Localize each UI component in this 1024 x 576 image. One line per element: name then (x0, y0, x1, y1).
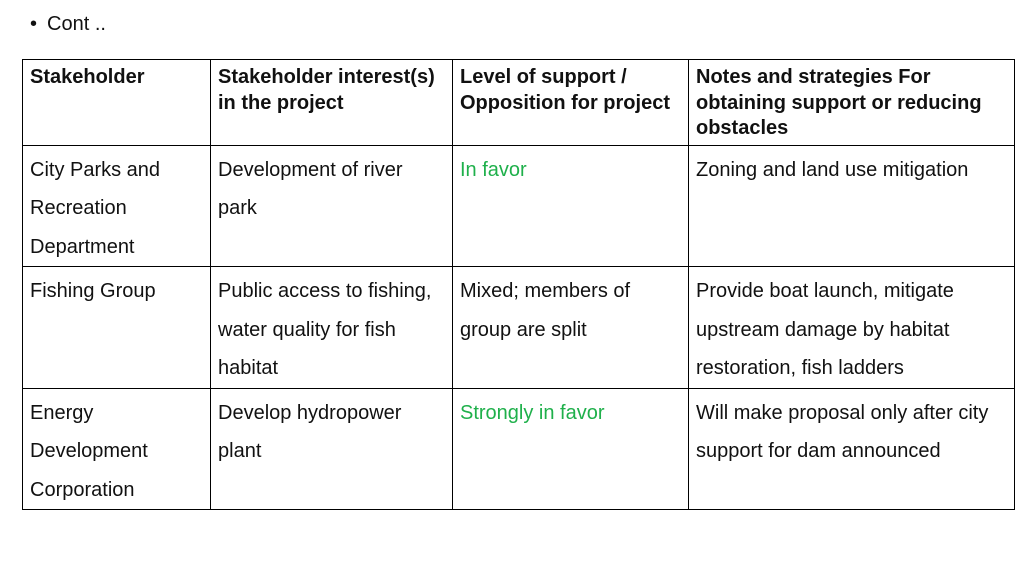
table-row (23, 388, 1015, 510)
slide-heading (30, 11, 106, 37)
cell-interest: Development of river park (211, 145, 453, 267)
cell-stakeholder: Energy Development Corporation (23, 388, 211, 510)
cell-interest: Public access to fishing, water quality for fish habitat (211, 267, 453, 389)
cell-support: Mixed; members of group are split (453, 267, 689, 389)
header-stakeholder: Stakeholder (23, 60, 211, 146)
table-row (23, 267, 1015, 389)
cell-interest: Develop hydropower plant (211, 388, 453, 510)
stakeholder-table (22, 59, 1015, 510)
cell-notes: Will make proposal only after city support for dam announced (689, 388, 1015, 510)
header-notes: Notes and strategies For obtaining support or reducing obstacles (689, 60, 1015, 146)
table-header-row (23, 60, 1015, 146)
header-support: Level of support / Opposition for project (453, 60, 689, 146)
cell-support: Strongly in favor (453, 388, 689, 510)
cell-notes: Provide boat launch, mitigate upstream damage by habitat restoration, fish ladders (689, 267, 1015, 389)
bullet-icon: • (30, 13, 38, 35)
header-interest: Stakeholder interest(s) in the project (211, 60, 453, 146)
cell-stakeholder: City Parks and Recreation Department (23, 145, 211, 267)
table-row (23, 145, 1015, 267)
cell-support: In favor (453, 145, 689, 267)
cell-notes: Zoning and land use mitigation (689, 145, 1015, 267)
heading-text: Cont .. (47, 13, 106, 35)
cell-stakeholder: Fishing Group (23, 267, 211, 389)
